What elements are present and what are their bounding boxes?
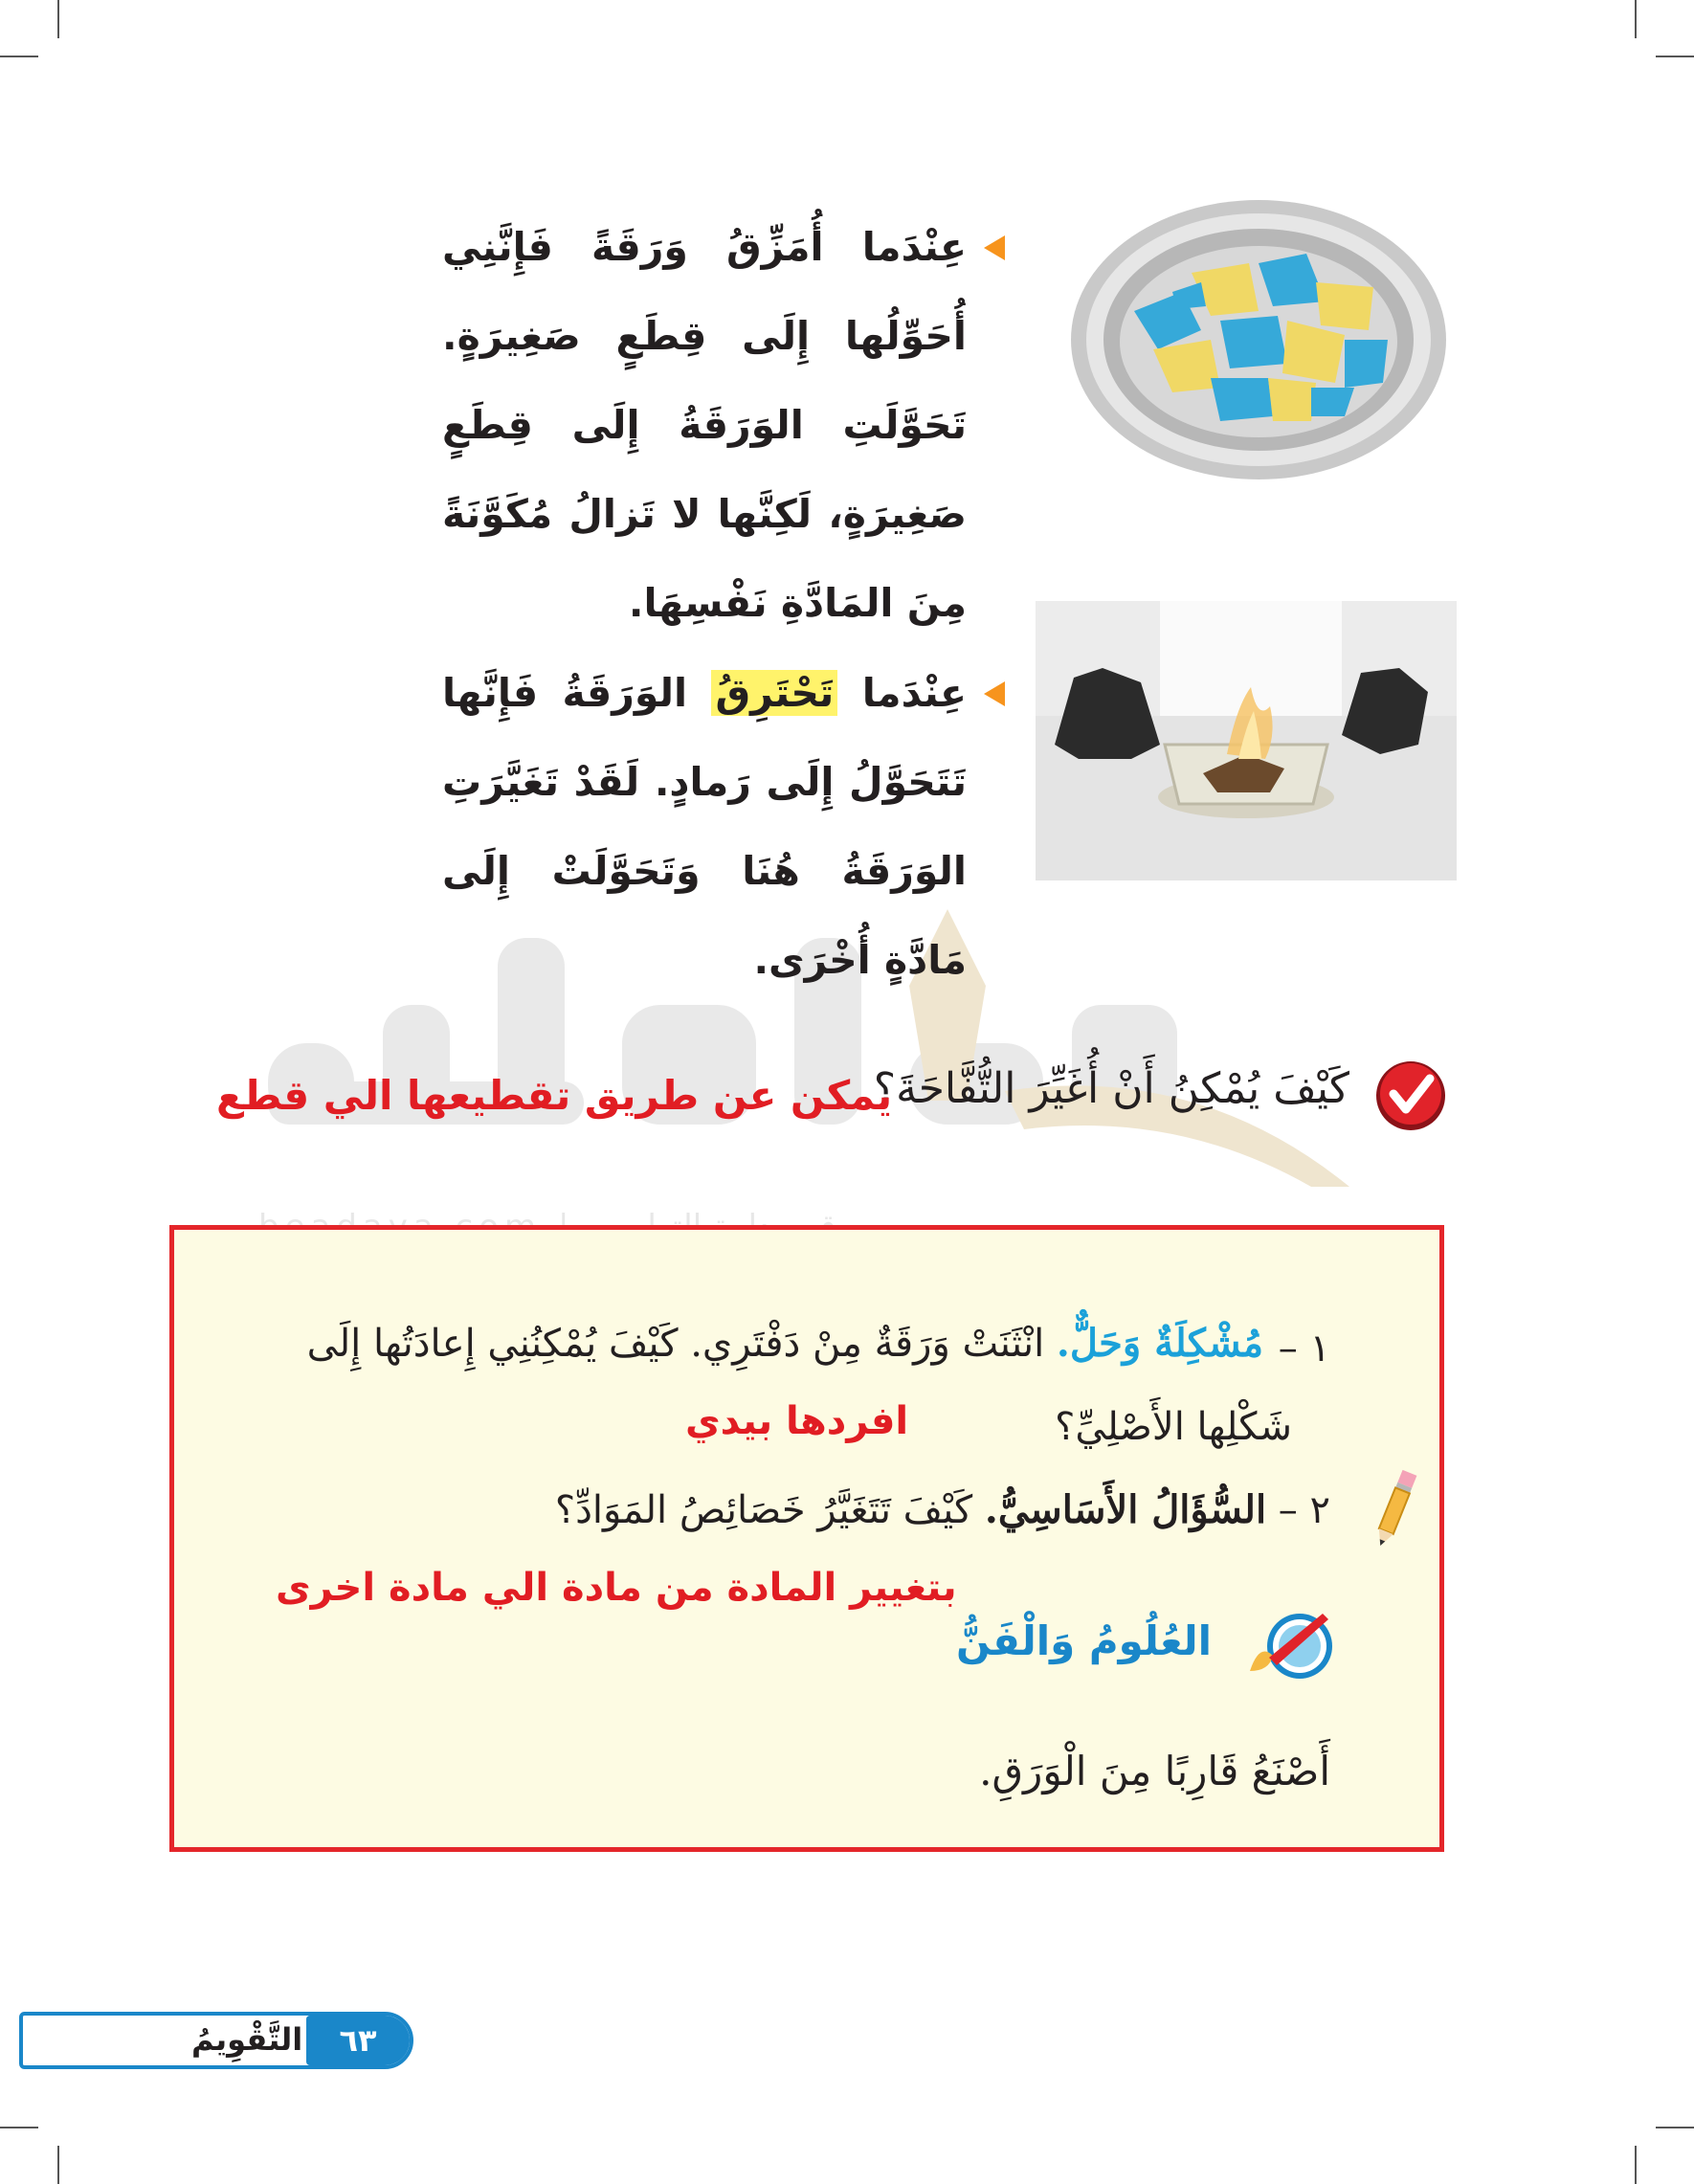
crop-mark bbox=[1656, 56, 1694, 57]
question-1-answer: افردها بيدي bbox=[685, 1399, 909, 1443]
crop-mark bbox=[1635, 0, 1637, 38]
question-1-text: انْثَنَتْ وَرَقَةٌ مِنْ دَفْتَرِي. كَيْفَ يُمْكِنُنِي إِعادَتُها إِلَى bbox=[306, 1322, 1045, 1366]
crop-mark bbox=[0, 56, 38, 57]
crop-mark bbox=[57, 0, 59, 38]
paragraph-torn-paper: عِنْدَما أُمَزِّقُ وَرَقَةً فَإِنَّنِي أُحَوِّلُها إِلَى قِطَعٍ صَغِيرَةٍ. تَحَوَّلَتِ الوَرَقَةُ إِلَى قِطَعٍ صَغِيرَةٍ، لَكِنَّها لا تَزالُ مُكَوَّنَةً مِنَ المَادَّةِ نَفْسِهَا. bbox=[442, 224, 967, 626]
art-title: العُلُومُ وَالْفَنُّ bbox=[955, 1617, 1212, 1664]
art-text: أَصْنَعُ قَارِبًا مِنَ الْوَرَقِ. bbox=[979, 1748, 1330, 1794]
question-1-title: مُشْكِلَةٌ وَحَلٌّ. bbox=[1056, 1321, 1263, 1366]
highlighted-word: تَحْتَرِقُ bbox=[711, 670, 837, 716]
pencil-icon bbox=[1372, 1464, 1418, 1552]
question-1-line-1 bbox=[307, 1321, 1263, 1366]
question-2-line bbox=[555, 1487, 1330, 1532]
check-question: كَيْفَ يُمْكِنُ أَنْ أُغَيِّرَ التُّفَّاحَةَ؟ bbox=[873, 1064, 1349, 1113]
paragraph-burning-paper bbox=[442, 649, 967, 1005]
question-2-text: كَيْفَ تَتَغَيَّرُ خَصَائِصُ المَوَادِّ؟ bbox=[554, 1488, 973, 1532]
text-segment: عِنْدَما bbox=[837, 670, 967, 716]
question-1-number: ١ – bbox=[1278, 1326, 1330, 1371]
text-segment: الوَرَقَةُ فَإِنَّها تَتَحَوَّلُ إِلَى رَمادٍ. لَقَدْ تَغَيَّرَتِ الوَرَقَةُ هُنَا وَتَحَوَّلَتْ إِلَى مَادَّةٍ أُخْرَى. bbox=[442, 670, 967, 983]
bullet-arrow-icon bbox=[984, 681, 1005, 706]
checkmark-icon bbox=[1374, 1059, 1447, 1132]
photo-burning-paper bbox=[1036, 601, 1457, 880]
crop-mark bbox=[57, 2146, 59, 2184]
photo-torn-paper-bowl bbox=[1067, 196, 1450, 483]
crop-mark bbox=[1635, 2146, 1637, 2184]
footer-label: التَّقْوِيمُ bbox=[191, 2021, 303, 2058]
art-brush-icon bbox=[1240, 1604, 1336, 1684]
check-answer: يمكن عن طريق تقطيعها الي قطع bbox=[216, 1072, 893, 1119]
question-2-answer: بتغيير المادة من مادة الي مادة اخرى bbox=[276, 1566, 957, 1610]
question-2-title: السُّؤَالُ الأَسَاسِيُّ. bbox=[984, 1487, 1267, 1532]
question-2-number: ٢ – bbox=[1278, 1488, 1330, 1532]
question-1-line-2: شَكْلِها الأَصْلِيِّ؟ bbox=[1055, 1405, 1292, 1449]
bullet-arrow-icon bbox=[984, 235, 1005, 260]
page-number: ٦٣ bbox=[306, 2016, 410, 2065]
crop-mark bbox=[1656, 2127, 1694, 2128]
crop-mark bbox=[0, 2127, 38, 2128]
